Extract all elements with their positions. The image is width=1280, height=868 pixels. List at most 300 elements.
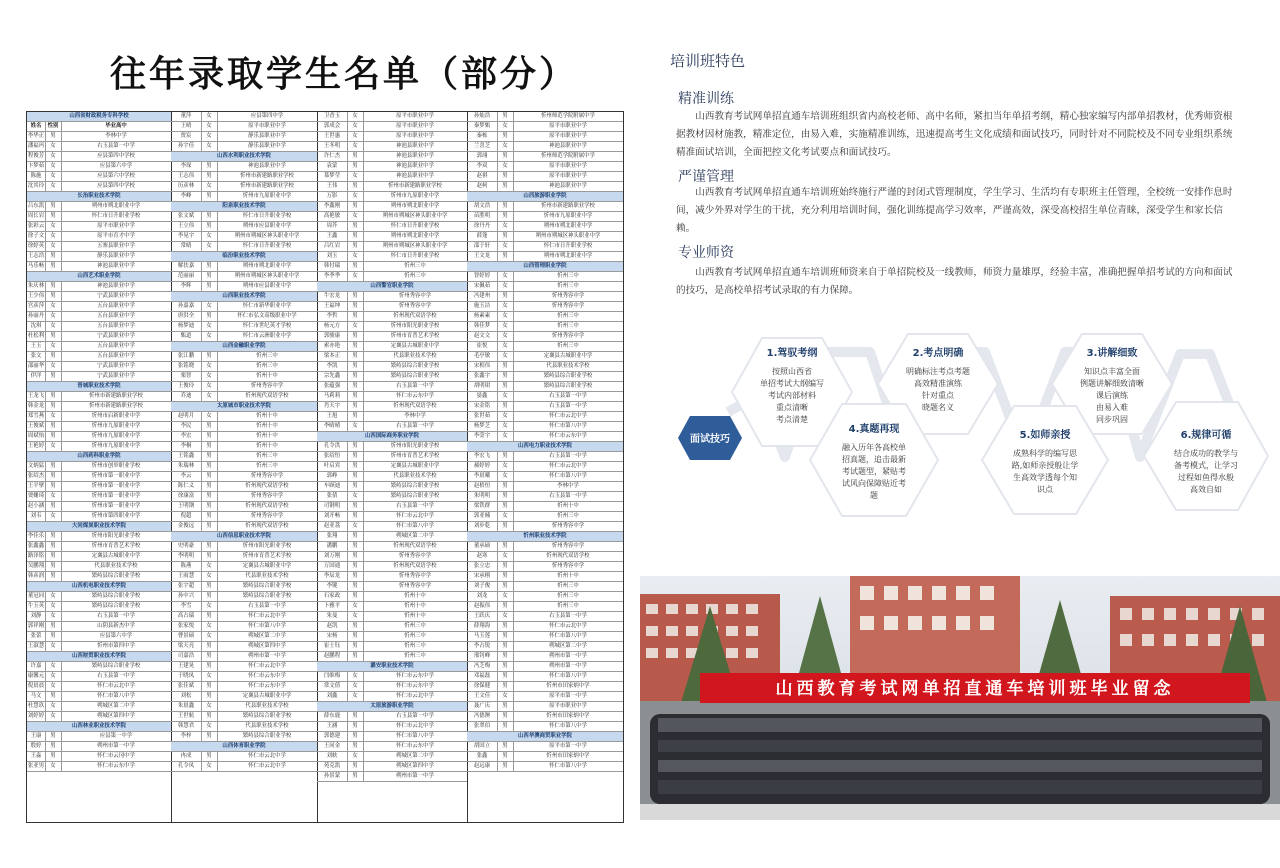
student-highschool: 忻州现代双语学校 — [245, 523, 289, 529]
table-row — [171, 662, 317, 672]
student-gender: 女 — [347, 422, 364, 431]
student-gender: 男 — [45, 402, 62, 411]
student-highschool: 定襄县古城职业中学 — [242, 693, 292, 699]
table-row — [171, 262, 317, 272]
student-gender: 男 — [347, 342, 364, 351]
student-gender: 男 — [201, 162, 218, 171]
table-row — [171, 592, 317, 602]
table-row — [317, 222, 467, 232]
student-highschool: 忻州市新建路职业学校 — [240, 183, 294, 189]
student-gender: 男 — [201, 312, 218, 321]
table-row — [317, 302, 467, 312]
student-name: 康馨元 — [27, 673, 45, 679]
table-row — [467, 632, 623, 642]
student-gender: 男 — [497, 752, 514, 761]
student-gender: 女 — [201, 242, 218, 251]
step-5-line-2: 路,如师亲授般让学 — [1011, 461, 1079, 470]
student-gender: 女 — [347, 142, 364, 151]
table-row — [171, 182, 317, 192]
student-gender: 女 — [347, 602, 364, 611]
student-highschool: 忻州秀容中学 — [398, 553, 432, 559]
student-gender: 女 — [201, 632, 218, 641]
step-3-line-2: 例题讲解细致清晰 — [1080, 379, 1144, 388]
student-name: 孙丽丹 — [27, 313, 45, 319]
student-highschool: 怀仁市云东中学 — [549, 433, 587, 439]
student-name: 沈琪 — [27, 322, 46, 331]
student-highschool: 代县职业技术学校 — [245, 723, 289, 729]
table-row — [171, 392, 317, 402]
school-header: 阳泉职业技术学院 — [171, 202, 317, 212]
student-gender: 男 — [45, 262, 62, 271]
student-gender: 女 — [201, 562, 218, 571]
student-name: 张佳斌 — [171, 682, 202, 691]
student-gender: 女 — [497, 282, 514, 291]
student-gender: 女 — [497, 222, 514, 231]
student-gender: 男 — [45, 752, 62, 761]
student-highschool: 忻州市九原职业中学 — [91, 443, 141, 449]
student-name: 刘韦 — [27, 512, 46, 521]
student-name: 倪晨晨 — [27, 683, 45, 689]
student-name: 梁天亮 — [171, 642, 202, 651]
student-gender: 女 — [497, 332, 514, 341]
student-gender: 男 — [497, 622, 514, 631]
student-name: 郭祥刚 — [27, 623, 45, 629]
student-highschool: 五寨县职业中学 — [97, 243, 135, 249]
student-highschool: 忻州师范学院附属中学 — [541, 113, 595, 119]
student-highschool: 怀仁市云北中学 — [248, 613, 286, 619]
student-name: 王世惠 — [317, 132, 348, 141]
student-name: 唐洪全 — [171, 312, 202, 321]
table-row — [467, 682, 623, 692]
student-name: 王淼 — [27, 752, 46, 761]
student-highschool: 神池县职业中学 — [248, 163, 286, 169]
student-name: 王鑫 — [317, 232, 348, 241]
student-gender: 男 — [201, 592, 218, 601]
building-center — [850, 576, 1020, 686]
table-row — [171, 412, 317, 422]
student-highschool: 原平市育才中学 — [97, 233, 135, 239]
student-name: 李佳乐 — [27, 533, 45, 539]
student-highschool: 怀仁市第八中学 — [396, 733, 434, 739]
student-highschool: 右玉县第一中学 — [396, 423, 434, 429]
table-row — [317, 442, 467, 452]
step-1-line-1: 按照山西省 — [772, 367, 812, 376]
table-row — [27, 612, 171, 622]
table-row — [171, 272, 317, 282]
student-name: 韩金龙 — [27, 403, 45, 409]
student-gender: 男 — [347, 582, 364, 591]
table-row — [467, 252, 623, 262]
student-name: 马乐畅 — [27, 263, 45, 269]
table-row — [171, 682, 317, 692]
student-name: 胡明珺 — [467, 382, 498, 391]
student-highschool: 忻州三中 — [557, 593, 579, 599]
table-column-4 — [467, 112, 624, 822]
student-gender: 男 — [45, 532, 62, 541]
table-row — [317, 452, 467, 462]
table-row — [317, 392, 467, 402]
student-name: 董萍 — [171, 112, 202, 121]
student-name: 王冬明 — [317, 142, 348, 151]
table-row — [467, 712, 623, 722]
student-highschool: 忻州现代双语学校 — [245, 393, 289, 399]
student-gender: 女 — [201, 302, 218, 311]
student-highschool: 繁峙县综合职业学校 — [390, 373, 440, 379]
table-row — [171, 362, 317, 372]
student-name: 张蕴强 — [317, 382, 348, 391]
student-gender: 女 — [45, 322, 62, 331]
step-2-line-1: 明确标注考点考题 — [906, 367, 970, 376]
student-name: 冯德澳 — [467, 712, 498, 721]
student-name: 孙灿浩 — [467, 112, 498, 121]
step-5-title: 5.如师亲授 — [1019, 430, 1071, 441]
student-name: 索亦艳 — [317, 342, 348, 351]
student-name: 施玉洁 — [467, 302, 498, 311]
student-highschool: 忻州三中 — [256, 353, 278, 359]
student-name: 万国通 — [317, 562, 348, 571]
student-gender: 女 — [45, 412, 62, 421]
student-name: 伊洋 — [27, 372, 46, 381]
student-gender: 女 — [201, 382, 218, 391]
student-highschool: 忻州十中 — [256, 413, 278, 419]
student-highschool: 右玉县第一中学 — [97, 613, 135, 619]
student-name: 李占锐 — [467, 642, 498, 651]
student-highschool: 忻州三中 — [404, 633, 426, 639]
table-row — [467, 642, 623, 652]
student-highschool: 忻州三中 — [404, 623, 426, 629]
table-row — [467, 462, 623, 472]
student-name: 杜松利 — [27, 333, 45, 339]
student-highschool: 忻州市第一职业中学 — [91, 493, 141, 499]
student-highschool: 忻州市新建路职业学校 — [388, 183, 442, 189]
table-row — [27, 142, 171, 152]
student-gender: 女 — [201, 322, 218, 331]
table-row — [317, 632, 467, 642]
student-gender: 男 — [347, 542, 364, 551]
student-name: 张蕾 — [27, 632, 46, 641]
student-name: 李键 — [317, 582, 348, 591]
student-gender: 女 — [347, 612, 364, 621]
table-row — [467, 122, 623, 132]
table-row — [317, 182, 467, 192]
student-name: 张鑫鑫 — [27, 543, 45, 549]
student-gender: 女 — [497, 692, 514, 701]
student-highschool: 应县第四中学 — [250, 113, 284, 119]
table-row — [467, 702, 623, 712]
student-name: 李鑫刚 — [317, 202, 348, 211]
student-name: 李辉 — [171, 282, 202, 291]
student-name: 金俊远 — [171, 522, 202, 531]
student-highschool: 右玉县第一中学 — [549, 613, 587, 619]
student-gender: 男 — [201, 282, 218, 291]
table-row — [317, 142, 467, 152]
table-row — [317, 602, 467, 612]
student-gender: 男 — [497, 492, 514, 501]
student-gender: 男 — [201, 712, 218, 721]
student-highschool: 忻州市创举职业学校 — [91, 463, 141, 469]
student-name: 宋杨 — [317, 632, 348, 641]
student-highschool: 忻州市新建路职业学校 — [89, 403, 143, 409]
student-gender: 男 — [497, 372, 514, 381]
student-highschool: 怀仁市云东中学 — [396, 673, 434, 679]
student-gender: 女 — [201, 412, 218, 421]
student-gender: 男 — [497, 112, 514, 121]
table-row — [27, 232, 171, 242]
student-name: 王文龙 — [467, 252, 498, 261]
student-highschool: 忻州市九原职业中学 — [91, 433, 141, 439]
student-highschool: 忻州市九原职业中学 — [390, 193, 440, 199]
table-row — [171, 472, 317, 482]
student-name: 崔悦 — [467, 342, 498, 351]
student-gender: 男 — [497, 482, 514, 491]
student-gender: 女 — [347, 272, 364, 281]
student-name: 徐婷英 — [27, 243, 45, 249]
table-row — [317, 172, 467, 182]
table-row — [467, 512, 623, 522]
table-row — [317, 562, 467, 572]
student-gender: 女 — [201, 702, 218, 711]
student-gender: 男 — [347, 442, 364, 451]
student-gender: 女 — [201, 762, 218, 771]
student-highschool: 怀仁市世纪英才学校 — [242, 323, 292, 329]
table-row — [317, 122, 467, 132]
student-name: 刘静 — [27, 612, 46, 621]
student-name: 王明钢 — [171, 502, 202, 511]
student-name: 秦栋 — [467, 132, 498, 141]
school-header: 大同煤炭职业技术学院 — [27, 522, 171, 532]
student-highschool: 怀仁市云北中学 — [248, 663, 286, 669]
student-gender: 男 — [201, 652, 218, 661]
student-highschool: 静乐县职业中学 — [248, 143, 286, 149]
table-row — [467, 152, 623, 162]
student-gender: 女 — [347, 322, 364, 331]
student-highschool: 原平市第一中学 — [549, 693, 587, 699]
student-gender: 女 — [45, 152, 62, 161]
student-highschool: 宁武县职业中学 — [97, 363, 135, 369]
table-row — [27, 682, 171, 692]
student-highschool: 神池县职业中学 — [396, 173, 434, 179]
school-header: 临汾职业技术学院 — [171, 252, 317, 262]
student-name: 李民 — [171, 422, 202, 431]
table-row — [317, 422, 467, 432]
student-highschool: 朔城区第四中学 — [248, 643, 286, 649]
student-highschool: 怀仁市云东中学 — [248, 683, 286, 689]
school-header: 山西体育职业学院 — [171, 742, 317, 752]
table-row — [27, 732, 171, 742]
student-highschool: 忻州市九原职业中学 — [543, 213, 593, 219]
table-row — [317, 752, 467, 762]
step-5-line-3: 生高效学透每个知 — [1013, 473, 1077, 482]
student-name: 吕红岩 — [317, 242, 348, 251]
student-name: 陈施 — [27, 172, 46, 181]
student-gender: 男 — [347, 622, 364, 631]
student-gender: 男 — [201, 502, 218, 511]
student-name: 栗智 — [171, 372, 202, 381]
student-gender: 男 — [201, 222, 218, 231]
student-name: 姓名 — [27, 122, 46, 131]
student-gender: 女 — [45, 312, 62, 321]
student-highschool: 怀仁市云北中学 — [549, 463, 587, 469]
student-gender: 女 — [497, 322, 514, 331]
student-highschool: 忻州秀容中学 — [250, 513, 284, 519]
student-gender: 男 — [497, 642, 514, 651]
student-name: 卫香玉 — [317, 112, 348, 121]
school-header: 长治职业技术学院 — [27, 192, 171, 202]
student-name: 梁铁群 — [467, 502, 498, 511]
student-name: 郭峥 — [317, 472, 348, 481]
student-name: 杜慧玖 — [27, 703, 45, 709]
student-name: 宫彦萍 — [27, 303, 45, 309]
student-gender: 女 — [497, 512, 514, 521]
table-row — [171, 492, 317, 502]
table-row — [171, 572, 317, 582]
student-gender: 男 — [347, 362, 364, 371]
student-gender: 女 — [201, 622, 218, 631]
student-highschool: 右玉县第一中学 — [549, 403, 587, 409]
table-row — [317, 252, 467, 262]
student-highschool: 忻州秀容中学 — [398, 573, 432, 579]
table-row — [171, 522, 317, 532]
student-gender: 女 — [45, 182, 62, 191]
step-3-line-5: 同步巩固 — [1096, 415, 1128, 424]
student-gender: 女 — [45, 642, 62, 651]
table-row — [467, 762, 623, 772]
table-row — [171, 632, 317, 642]
student-name: 史明豪 — [171, 542, 202, 551]
student-name: 闫维梅 — [317, 672, 348, 681]
table-column-3 — [317, 112, 468, 822]
student-highschool: 怀仁市第八中学 — [549, 633, 587, 639]
student-highschool: 繁峙县综合职业学校 — [242, 713, 292, 719]
student-highschool: 忻州现代双语学校 — [245, 503, 289, 509]
table-row — [317, 262, 467, 272]
student-name: 王跃庆 — [467, 612, 498, 621]
student-name: 聂广庆 — [467, 702, 498, 711]
step-4-line-5: 题 — [870, 491, 878, 500]
student-highschool: 朔州市第一中学 — [396, 773, 434, 779]
student-highschool: 朔城区第四中学 — [97, 713, 135, 719]
student-gender: 男 — [497, 152, 514, 161]
student-gender: 男 — [45, 632, 62, 641]
student-gender: 女 — [497, 472, 514, 481]
student-name: 周芥 — [317, 222, 348, 231]
step-3-title: 3.讲解细致 — [1086, 348, 1138, 359]
student-highschool: 朔州市朔北职业中学 — [390, 233, 440, 239]
student-gender: 男 — [201, 582, 218, 591]
student-name: 赵远康 — [467, 762, 498, 771]
student-highschool: 静乐县职业中学 — [248, 133, 286, 139]
school-header: 山西水利职业技术学院 — [171, 152, 317, 162]
table-row — [27, 372, 171, 382]
student-gender: 男 — [201, 272, 218, 281]
student-highschool: 代县职业技术学校 — [94, 563, 138, 569]
table-row — [467, 172, 623, 182]
table-row — [467, 592, 623, 602]
student-name: 王福坤 — [317, 302, 348, 311]
student-name: 马文 — [27, 692, 46, 701]
table-row — [171, 762, 317, 772]
student-gender: 男 — [45, 132, 62, 141]
student-highschool: 怀仁市第八中学 — [549, 423, 587, 429]
table-row — [171, 132, 317, 142]
student-gender: 女 — [497, 352, 514, 361]
student-name: 张翠伯 — [467, 722, 498, 731]
student-name: 李晃宇 — [171, 232, 202, 241]
student-highschool: 忻州三中 — [557, 283, 579, 289]
student-gender: 男 — [201, 552, 218, 561]
right-panel — [640, 0, 1280, 868]
student-name: 张江鹏 — [171, 352, 202, 361]
student-highschool: 怀仁市云东中学 — [396, 743, 434, 749]
school-header: 山西林业职业技术学院 — [27, 722, 171, 732]
student-name: 张鑫宇 — [467, 372, 498, 381]
student-highschool: 朔州市朔城区神头职业中学 — [234, 273, 300, 279]
student-gender: 女 — [45, 302, 62, 311]
student-highschool: 朔城区第二中学 — [97, 703, 135, 709]
student-gender: 男 — [45, 292, 62, 301]
student-name: 张文斌 — [171, 212, 202, 221]
student-gender: 女 — [45, 712, 62, 721]
student-name: 赵柯 — [467, 182, 498, 191]
student-gender: 女 — [347, 672, 364, 681]
student-name: 司嘉浩 — [171, 652, 202, 661]
table-row — [171, 552, 317, 562]
step-6-line-2: 备考模式，让学习 — [1174, 461, 1238, 470]
student-name: 刘子俊 — [467, 582, 498, 591]
student-gender: 男 — [347, 382, 364, 391]
student-highschool: 朔州市第一中学 — [248, 653, 286, 659]
table-row — [27, 392, 171, 402]
student-name: 朱明明 — [467, 492, 498, 501]
table-row — [27, 402, 171, 412]
student-name: 路泽铭 — [27, 553, 45, 559]
student-name: 王玉 — [27, 342, 46, 351]
student-highschool: 繁峙县综合职业学校 — [242, 583, 292, 589]
student-name: 王志浩 — [27, 253, 45, 259]
student-gender: 男 — [497, 742, 514, 751]
student-name: 刘松 — [171, 692, 202, 701]
student-name: 司钢明 — [317, 502, 348, 511]
student-highschool: 忻州十中 — [256, 433, 278, 439]
table-row — [467, 672, 623, 682]
student-name: 王同金 — [317, 742, 348, 751]
table-row — [317, 482, 467, 492]
student-highschool: 忻州秀容中学 — [551, 293, 585, 299]
table-row — [467, 692, 623, 702]
student-name: 孔令凤 — [171, 762, 202, 771]
student-highschool: 繁峙县综合职业学校 — [242, 593, 292, 599]
student-gender: 男 — [347, 312, 364, 321]
table-row — [27, 412, 171, 422]
table-column-headers — [27, 122, 171, 132]
table-row — [467, 422, 623, 432]
student-gender: 女 — [497, 272, 514, 281]
student-name: 赵祺 — [467, 172, 498, 181]
student-highschool: 右玉县第一中学 — [248, 603, 286, 609]
student-name: 董冠同 — [27, 593, 45, 599]
table-row — [27, 132, 171, 142]
student-highschool: 怀仁市云北中学 — [248, 763, 286, 769]
student-gender: 男 — [497, 582, 514, 591]
student-gender: 男 — [45, 472, 62, 481]
student-name: 倪超 — [171, 512, 202, 521]
student-gender: 女 — [45, 602, 62, 611]
student-name: 殷婷 — [27, 742, 46, 751]
student-name: 李宏 — [171, 432, 202, 441]
student-gender: 男 — [201, 262, 218, 271]
table-row — [317, 742, 467, 752]
student-name: 韩佳梦 — [467, 322, 498, 331]
